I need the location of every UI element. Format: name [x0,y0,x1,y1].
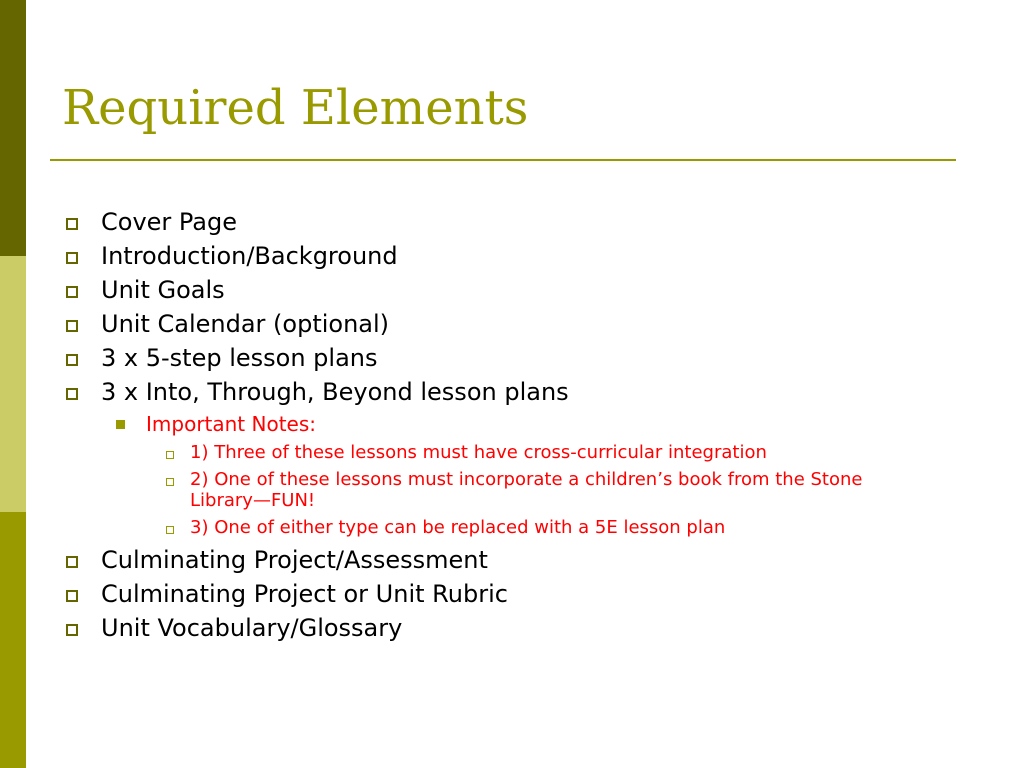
note-text: 2) One of these lessons must incorporate a children’s book from the Stone Library—FUN! [190,469,863,511]
list-item [0,341,1000,375]
list-item [0,543,1000,577]
list-item-label: Cover Page [101,208,238,236]
note-item [0,439,1000,466]
list-item [0,239,1000,273]
slide-title: Required Elements [62,80,529,136]
small-square-bullet-icon [166,478,174,486]
bullet-list [0,205,1000,645]
list-item [0,273,1000,307]
square-bullet-icon [66,354,78,366]
list-item-label: Unit Vocabulary/Glossary [101,614,403,642]
note-item [0,514,1000,541]
title-divider [50,159,956,161]
square-bullet-icon [66,252,78,264]
square-bullet-icon [66,590,78,602]
note-text: 1) Three of these lessons must have cross-curricular integration [190,442,767,463]
list-item-label: Culminating Project or Unit Rubric [101,580,508,608]
important-notes-label: Important Notes: [146,412,317,436]
filled-square-bullet-icon [116,420,125,429]
list-item [0,307,1000,341]
note-item [0,466,1000,514]
list-item-label: 3 x 5-step lesson plans [101,344,378,372]
square-bullet-icon [66,218,78,230]
list-item-label: Introduction/Background [101,242,398,270]
square-bullet-icon [66,388,78,400]
list-item [0,375,1000,409]
list-item-label: Unit Goals [101,276,225,304]
square-bullet-icon [66,286,78,298]
square-bullet-icon [66,320,78,332]
important-notes-heading [0,409,1000,439]
list-item-label: Culminating Project/Assessment [101,546,488,574]
square-bullet-icon [66,624,78,636]
square-bullet-icon [66,556,78,568]
small-square-bullet-icon [166,526,174,534]
small-square-bullet-icon [166,451,174,459]
list-item-label: 3 x Into, Through, Beyond lesson plans [101,378,569,406]
list-item [0,611,1000,645]
list-item [0,205,1000,239]
note-text: 3) One of either type can be replaced with a 5E lesson plan [190,517,726,538]
list-item [0,577,1000,611]
list-item-label: Unit Calendar (optional) [101,310,390,338]
